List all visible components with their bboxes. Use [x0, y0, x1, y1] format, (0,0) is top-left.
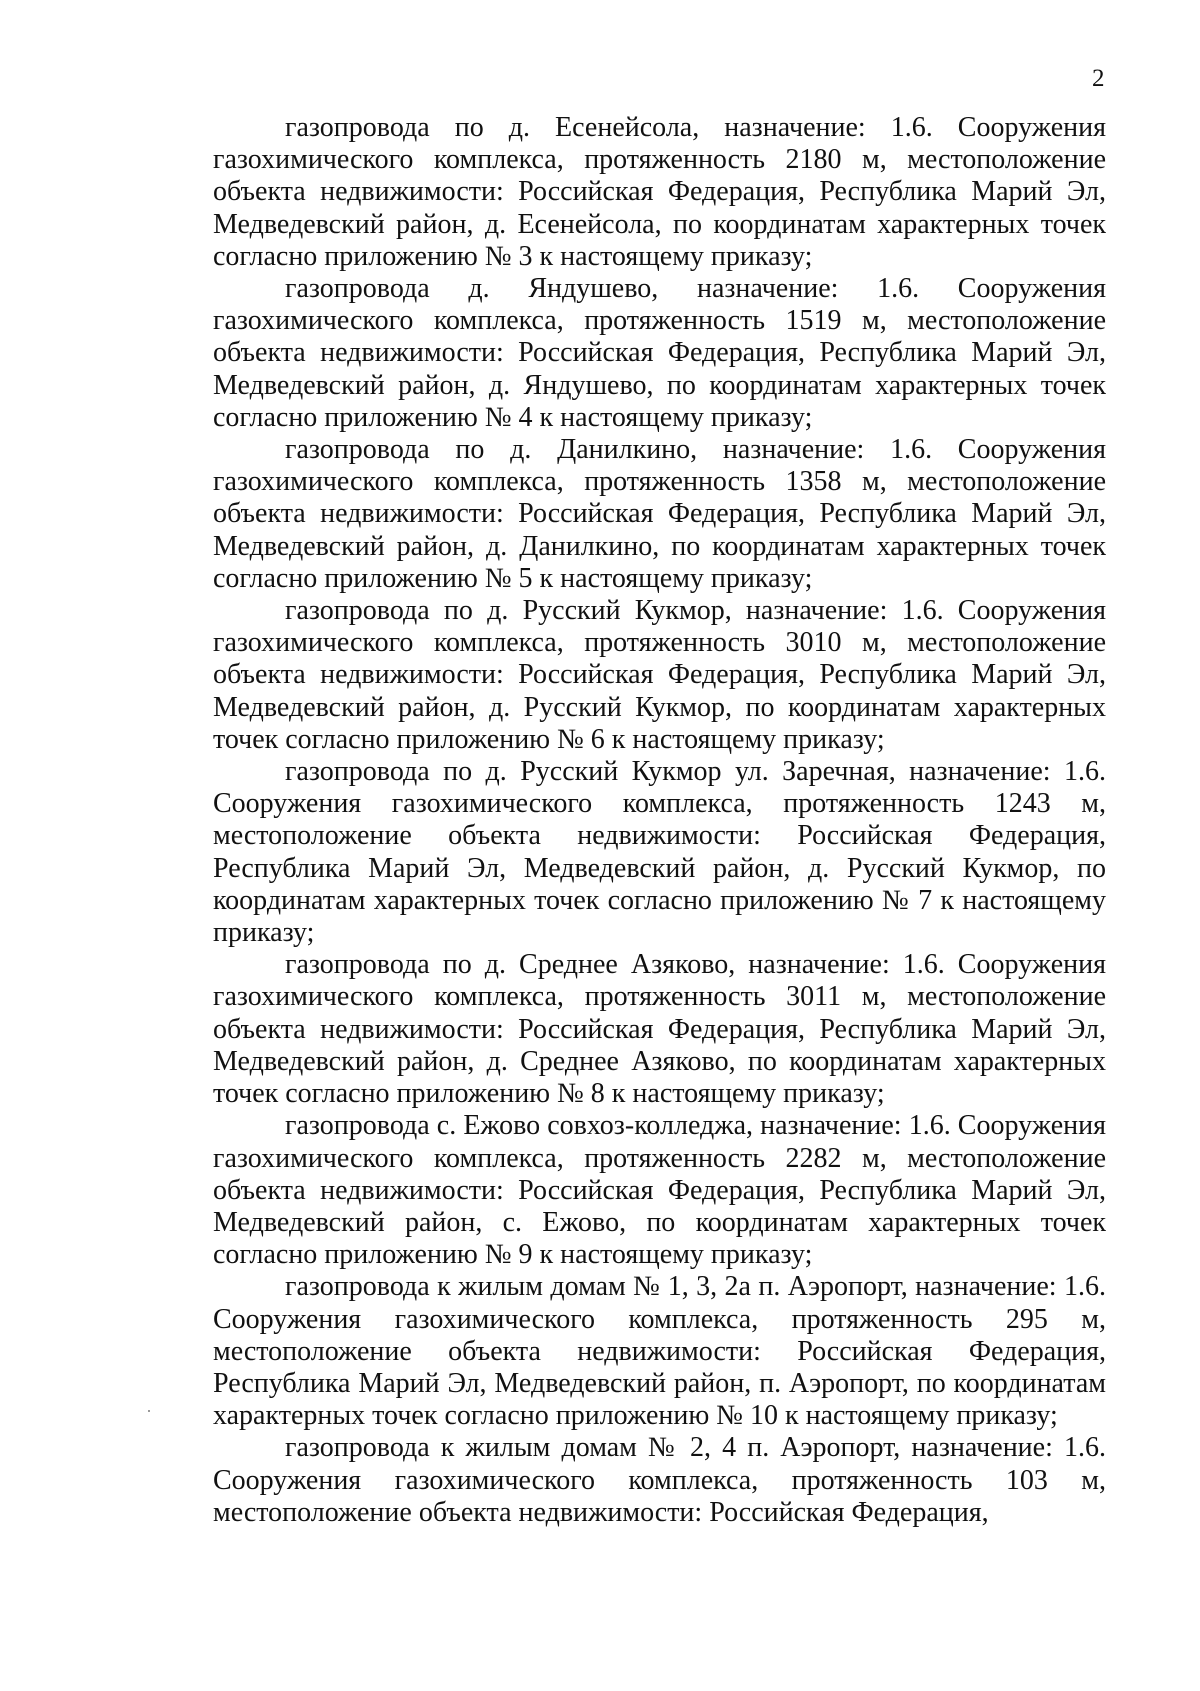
- page-number: 2: [1092, 65, 1105, 92]
- paragraph-danilkino: газопровода по д. Данилкино, назначение: 1.6. Сооружения газохимического комплекса, протяженность 1358 м, местоположение объекта недвижимости: Российская Федерация, Республика Марий Эл, Медведевский район, д. Данилкино, по координатам характерных точек согласно приложению № 5 к настоящему приказу;: [213, 434, 1106, 594]
- scan-artifact: [148, 1410, 150, 1412]
- paragraph-yandushevo: газопровода д. Яндушево, назначение: 1.6. Сооружения газохимического комплекса, протяженность 1519 м, местоположение объекта недвижимости: Российская Федерация, Республика Марий Эл, Медведевский район, д. Яндушево, по координатам характерных точек согласно приложению № 4 к настоящему приказу;: [213, 273, 1106, 433]
- document-body: [213, 112, 1106, 1529]
- paragraph-russkiy-kukmor: газопровода по д. Русский Кукмор, назначение: 1.6. Сооружения газохимического комплекса, протяженность 3010 м, местоположение объекта недвижимости: Российская Федерация, Республика Марий Эл, Медведевский район, д. Русский Кукмор, по координатам характерных точек согласно приложению № 6 к настоящему приказу;: [213, 595, 1106, 755]
- paragraph-yeseneysola: газопровода по д. Есенейсола, назначение: 1.6. Сооружения газохимического комплекса, протяженность 2180 м, местоположение объекта недвижимости: Российская Федерация, Республика Марий Эл, Медведевский район, д. Есенейсола, по координатам характерных точек согласно приложению № 3 к настоящему приказу;: [213, 112, 1106, 272]
- paragraph-aeroport-1-3-2a: газопровода к жилым домам № 1, 3, 2а п. Аэропорт, назначение: 1.6. Сооружения газохимического комплекса, протяженность 295 м, местоположение объекта недвижимости: Российская Федерация, Республика Марий Эл, Медведевский район, п. Аэропорт, по координатам характерных точек согласно приложению № 10 к настоящему приказу;: [213, 1271, 1106, 1432]
- paragraph-aeroport-2-4: газопровода к жилым домам № 2, 4 п. Аэропорт, назначение: 1.6. Сооружения газохимического комплекса, протяженность 103 м, местоположение объекта недвижимости: Российская Федерация,: [213, 1432, 1106, 1528]
- paragraph-russkiy-kukmor-zarechnaya: газопровода по д. Русский Кукмор ул. Заречная, назначение: 1.6. Сооружения газохимического комплекса, протяженность 1243 м, местоположение объекта недвижимости: Российская Федерация, Республика Марий Эл, Медведевский район, д. Русский Кукмор, по координатам характерных точек согласно приложению № 7 к настоящему приказу;: [213, 756, 1106, 949]
- paragraph-ezhovo: газопровода с. Ежово совхоз-колледжа, назначение: 1.6. Сооружения газохимического комплекса, протяженность 2282 м, местоположение объекта недвижимости: Российская Федерация, Республика Марий Эл, Медведевский район, с. Ежово, по координатам характерных точек согласно приложению № 9 к настоящему приказу;: [213, 1110, 1106, 1271]
- paragraph-srednee-azyakovo: газопровода по д. Среднее Азяково, назначение: 1.6. Сооружения газохимического комплекса, протяженность 3011 м, местоположение объекта недвижимости: Российская Федерация, Республика Марий Эл, Медведевский район, д. Среднее Азяково, по координатам характерных точек согласно приложению № 8 к настоящему приказу;: [213, 949, 1106, 1110]
